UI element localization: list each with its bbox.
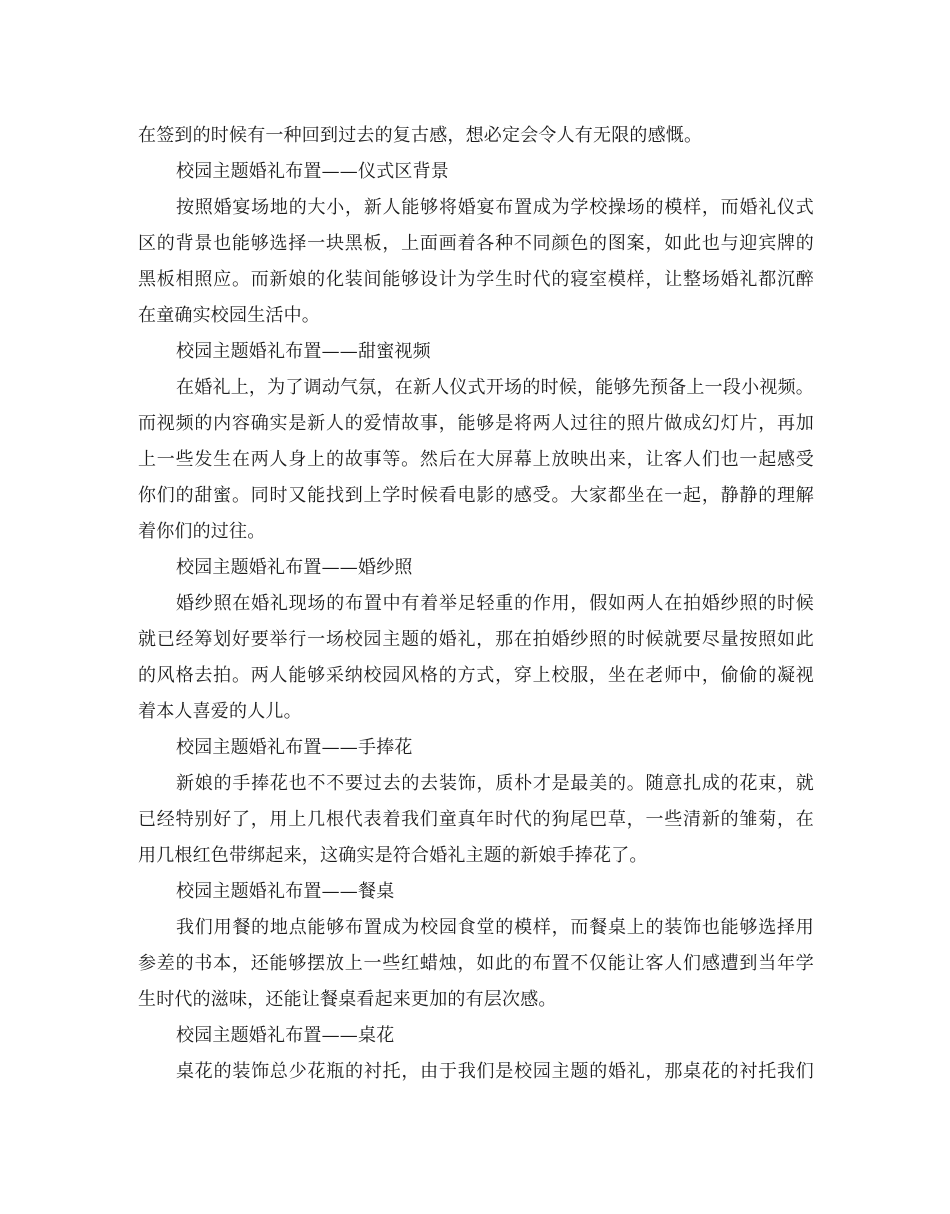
text-line-4: 区的背景也能够选择一块黑板，上面画着各种不同颜色的图案，如此也与迎宾牌的 [138, 233, 814, 254]
document-page [138, 118, 814, 1090]
text-line-5: 黑板相照应。而新娘的化装间能够设计为学生时代的寝室模样，让整场婚礼都沉醉 [138, 269, 814, 290]
text-line-21: 用几根红色带绑起来，这确实是符合婚礼主题的新娘手捧花了。 [138, 845, 648, 866]
section-heading-table-flowers: 校园主题婚礼布置——桌花 [176, 1025, 395, 1046]
text-line-27: 桌花的装饰总少花瓶的衬托，由于我们是校园主题的婚礼，那桌花的衬托我们 [176, 1061, 814, 1082]
text-line-20: 已经特别好了，用上几根代表着我们童真年时代的狗尾巴草，一些清新的雏菊，在 [138, 809, 814, 830]
text-line-6: 在童确实校园生活中。 [138, 305, 320, 326]
text-line-23: 我们用餐的地点能够布置成为校园食堂的模样，而餐桌上的装饰也能够选择用 [176, 917, 814, 938]
text-line-1: 在签到的时候有一种回到过去的复古感，想必定会令人有无限的感慨。 [138, 125, 703, 146]
text-line-11: 你们的甜蜜。同时又能找到上学时候看电影的感受。大家都坐在一起，静静的理解 [138, 485, 814, 506]
section-heading-sweet-video: 校园主题婚礼布置——甜蜜视频 [176, 341, 431, 362]
text-line-3: 按照婚宴场地的大小，新人能够将婚宴布置成为学校操场的模样，而婚礼仪式 [176, 197, 814, 218]
text-line-25: 生时代的滋味，还能让餐桌看起来更加的有层次感。 [138, 989, 557, 1010]
text-line-10: 上一些发生在两人身上的故事等。然后在大屏幕上放映出来，让客人们也一起感受 [138, 449, 814, 470]
text-line-8: 在婚礼上，为了调动气氛，在新人仪式开场的时候，能够先预备上一段小视频。 [176, 377, 814, 398]
section-heading-dining-table: 校园主题婚礼布置——餐桌 [176, 881, 395, 902]
section-heading-wedding-photos: 校园主题婚礼布置——婚纱照 [176, 557, 413, 578]
text-line-24: 参差的书本，还能够摆放上一些红蜡烛，如此的布置不仅能让客人们感遭到当年学 [138, 953, 814, 974]
text-line-12: 着你们的过往。 [138, 521, 266, 542]
text-line-19: 新娘的手捧花也不不要过去的去装饰，质朴才是最美的。随意扎成的花束，就 [176, 773, 814, 794]
section-heading-bouquet: 校园主题婚礼布置——手捧花 [176, 737, 413, 758]
section-heading-ceremony-backdrop: 校园主题婚礼布置——仪式区背景 [176, 161, 449, 182]
text-line-9: 而视频的内容确实是新人的爱情故事，能够是将两人过往的照片做成幻灯片，再加 [138, 413, 814, 434]
text-line-17: 着本人喜爱的人儿。 [138, 701, 302, 722]
text-line-16: 的风格去拍。两人能够采纳校园风格的方式，穿上校服，坐在老师中，偷偷的凝视 [138, 665, 814, 686]
text-line-15: 就已经筹划好要举行一场校园主题的婚礼，那在拍婚纱照的时候就要尽量按照如此 [138, 629, 814, 650]
text-line-14: 婚纱照在婚礼现场的布置中有着举足轻重的作用，假如两人在拍婚纱照的时候 [176, 593, 814, 614]
